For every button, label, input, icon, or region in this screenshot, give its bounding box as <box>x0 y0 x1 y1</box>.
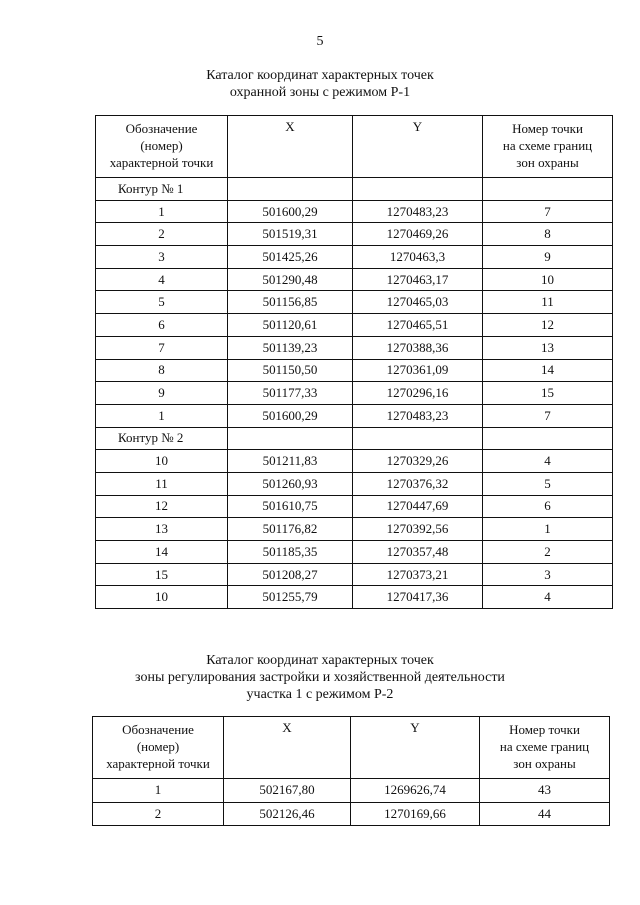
point-designation: 12 <box>96 495 228 518</box>
x-coordinate: 501150,50 <box>228 359 353 382</box>
point-designation: 10 <box>96 586 228 609</box>
x-coordinate: 501208,27 <box>228 563 353 586</box>
empty-cell <box>228 178 353 201</box>
scheme-point-number: 43 <box>480 779 610 803</box>
y-coordinate: 1270463,17 <box>353 268 483 291</box>
y-coordinate: 1270463,3 <box>353 246 483 269</box>
header-x: X <box>228 116 353 178</box>
header-scheme-number: Номер точки на схеме границ зон охраны <box>480 717 610 779</box>
title-line: участка 1 с режимом Р-2 <box>246 687 394 702</box>
x-coordinate: 501425,26 <box>228 246 353 269</box>
y-coordinate: 1270392,56 <box>353 518 483 541</box>
contour-label: Контур № 2 <box>96 427 228 450</box>
catalog-title-r1 <box>0 67 640 101</box>
point-designation: 2 <box>93 802 224 826</box>
scheme-point-number: 1 <box>483 518 613 541</box>
table-row <box>96 382 613 405</box>
y-coordinate: 1270376,32 <box>353 472 483 495</box>
point-designation: 8 <box>96 359 228 382</box>
scheme-point-number: 13 <box>483 336 613 359</box>
point-designation: 14 <box>96 541 228 564</box>
empty-cell <box>483 178 613 201</box>
header-designation: Обозначение (номер) характерной точки <box>96 116 228 178</box>
coordinates-table-r2 <box>92 716 610 826</box>
point-designation: 15 <box>96 563 228 586</box>
table-row <box>96 246 613 269</box>
header-x: X <box>224 717 351 779</box>
y-coordinate: 1270483,23 <box>353 404 483 427</box>
contour-label: Контур № 1 <box>96 178 228 201</box>
x-coordinate: 501211,83 <box>228 450 353 473</box>
empty-cell <box>353 427 483 450</box>
x-coordinate: 501156,85 <box>228 291 353 314</box>
y-coordinate: 1270483,23 <box>353 200 483 223</box>
table-row <box>96 586 613 609</box>
y-coordinate: 1270169,66 <box>351 802 480 826</box>
point-designation: 13 <box>96 518 228 541</box>
y-coordinate: 1270373,21 <box>353 563 483 586</box>
empty-cell <box>353 178 483 201</box>
table-row <box>96 200 613 223</box>
table-row <box>96 223 613 246</box>
x-coordinate: 502167,80 <box>224 779 351 803</box>
coordinates-table-r1 <box>95 115 613 609</box>
y-coordinate: 1270469,26 <box>353 223 483 246</box>
table-row <box>96 518 613 541</box>
scheme-point-number: 3 <box>483 563 613 586</box>
x-coordinate: 501290,48 <box>228 268 353 291</box>
point-designation: 3 <box>96 246 228 269</box>
scheme-point-number: 4 <box>483 450 613 473</box>
x-coordinate: 501120,61 <box>228 314 353 337</box>
point-designation: 5 <box>96 291 228 314</box>
empty-cell <box>483 427 613 450</box>
title-line: Каталог координат характерных точек <box>206 653 434 668</box>
y-coordinate: 1270296,16 <box>353 382 483 405</box>
y-coordinate: 1270357,48 <box>353 541 483 564</box>
x-coordinate: 501185,35 <box>228 541 353 564</box>
table-row <box>96 359 613 382</box>
table-row <box>96 541 613 564</box>
x-coordinate: 501600,29 <box>228 200 353 223</box>
y-coordinate: 1270388,36 <box>353 336 483 359</box>
point-designation: 1 <box>93 779 224 803</box>
point-designation: 1 <box>96 404 228 427</box>
header-y: Y <box>351 717 480 779</box>
table-row <box>93 779 610 803</box>
contour-row <box>96 178 613 201</box>
x-coordinate: 501260,93 <box>228 472 353 495</box>
contour-row <box>96 427 613 450</box>
table-row <box>96 314 613 337</box>
scheme-point-number: 5 <box>483 472 613 495</box>
x-coordinate: 501176,82 <box>228 518 353 541</box>
scheme-point-number: 4 <box>483 586 613 609</box>
table-row <box>96 450 613 473</box>
y-coordinate: 1269626,74 <box>351 779 480 803</box>
table-row <box>93 802 610 826</box>
table-row <box>96 268 613 291</box>
point-designation: 7 <box>96 336 228 359</box>
scheme-point-number: 11 <box>483 291 613 314</box>
x-coordinate: 501177,33 <box>228 382 353 405</box>
x-coordinate: 501255,79 <box>228 586 353 609</box>
title-line: охранной зоны с режимом Р-1 <box>229 85 411 100</box>
x-coordinate: 501600,29 <box>228 404 353 427</box>
y-coordinate: 1270329,26 <box>353 450 483 473</box>
scheme-point-number: 14 <box>483 359 613 382</box>
header-scheme-number: Номер точки на схеме границ зон охраны <box>483 116 613 178</box>
empty-cell <box>228 427 353 450</box>
scheme-point-number: 2 <box>483 541 613 564</box>
point-designation: 9 <box>96 382 228 405</box>
scheme-point-number: 9 <box>483 246 613 269</box>
point-designation: 6 <box>96 314 228 337</box>
point-designation: 4 <box>96 268 228 291</box>
x-coordinate: 501610,75 <box>228 495 353 518</box>
table-row <box>96 472 613 495</box>
table-row <box>96 404 613 427</box>
page-number: 5 <box>316 34 324 49</box>
point-designation: 1 <box>96 200 228 223</box>
scheme-point-number: 6 <box>483 495 613 518</box>
y-coordinate: 1270465,03 <box>353 291 483 314</box>
scheme-point-number: 10 <box>483 268 613 291</box>
x-coordinate: 502126,46 <box>224 802 351 826</box>
y-coordinate: 1270447,69 <box>353 495 483 518</box>
y-coordinate: 1270465,51 <box>353 314 483 337</box>
x-coordinate: 501139,23 <box>228 336 353 359</box>
table-row <box>96 563 613 586</box>
point-designation: 10 <box>96 450 228 473</box>
table-row <box>96 336 613 359</box>
header-designation: Обозначение (номер) характерной точки <box>93 717 224 779</box>
title-line: Каталог координат характерных точек <box>206 68 434 83</box>
title-line: зоны регулирования застройки и хозяйственной деятельности <box>135 670 505 685</box>
y-coordinate: 1270361,09 <box>353 359 483 382</box>
table-row <box>96 495 613 518</box>
scheme-point-number: 7 <box>483 200 613 223</box>
point-designation: 11 <box>96 472 228 495</box>
scheme-point-number: 44 <box>480 802 610 826</box>
table-row <box>96 291 613 314</box>
scheme-point-number: 8 <box>483 223 613 246</box>
scheme-point-number: 12 <box>483 314 613 337</box>
x-coordinate: 501519,31 <box>228 223 353 246</box>
scheme-point-number: 7 <box>483 404 613 427</box>
catalog-title-r2 <box>0 652 640 703</box>
point-designation: 2 <box>96 223 228 246</box>
scheme-point-number: 15 <box>483 382 613 405</box>
header-y: Y <box>353 116 483 178</box>
y-coordinate: 1270417,36 <box>353 586 483 609</box>
table-header-row <box>96 116 613 178</box>
table-header-row <box>93 717 610 779</box>
